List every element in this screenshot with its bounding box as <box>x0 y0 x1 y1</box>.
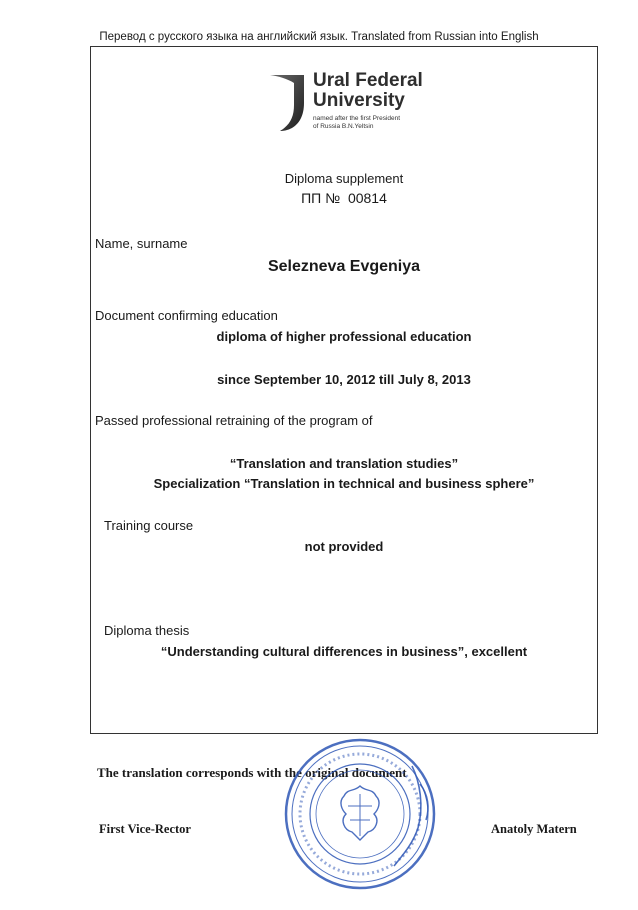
number-value: 00814 <box>347 190 387 206</box>
study-period: since September 10, 2012 till July 8, 2013 <box>217 372 471 387</box>
logo-name-line1: Ural Federal <box>313 70 423 91</box>
number-prefix: ПП № <box>301 190 341 206</box>
signer-name: Anatoly Matern <box>491 822 577 836</box>
translation-note: Перевод с русского языка на английский язык. Translated from Russian into English <box>99 31 539 43</box>
thesis-label: Diploma thesis <box>104 623 190 638</box>
course-value: not provided <box>304 539 384 554</box>
course-label: Training course <box>104 518 194 533</box>
document-title: Diploma supplement <box>284 171 404 186</box>
specialization: Specialization “Translation in technical and business sphere” <box>153 476 535 491</box>
official-stamp-icon <box>282 736 438 892</box>
thesis-value: “Understanding cultural differences in business”, excellent <box>160 644 528 659</box>
correspondence-statement: The translation corresponds with the original document <box>97 765 407 780</box>
program-name: “Translation and translation studies” <box>229 456 459 471</box>
confirm-label: Document confirming education <box>95 308 278 323</box>
logo-subtitle-line1: named after the first President <box>313 115 401 122</box>
logo-subtitle-line2: of Russia B.N.Yeltsin <box>313 123 374 130</box>
logo-name-line2: University <box>313 90 405 111</box>
document-number <box>90 190 598 206</box>
signer-title: First Vice-Rector <box>99 822 191 836</box>
program-label: Passed professional retraining of the program of <box>95 413 373 428</box>
name-value: Selezneva Evgeniya <box>267 258 421 275</box>
name-label: Name, surname <box>95 236 188 251</box>
confirm-value: diploma of higher professional education <box>216 329 472 344</box>
